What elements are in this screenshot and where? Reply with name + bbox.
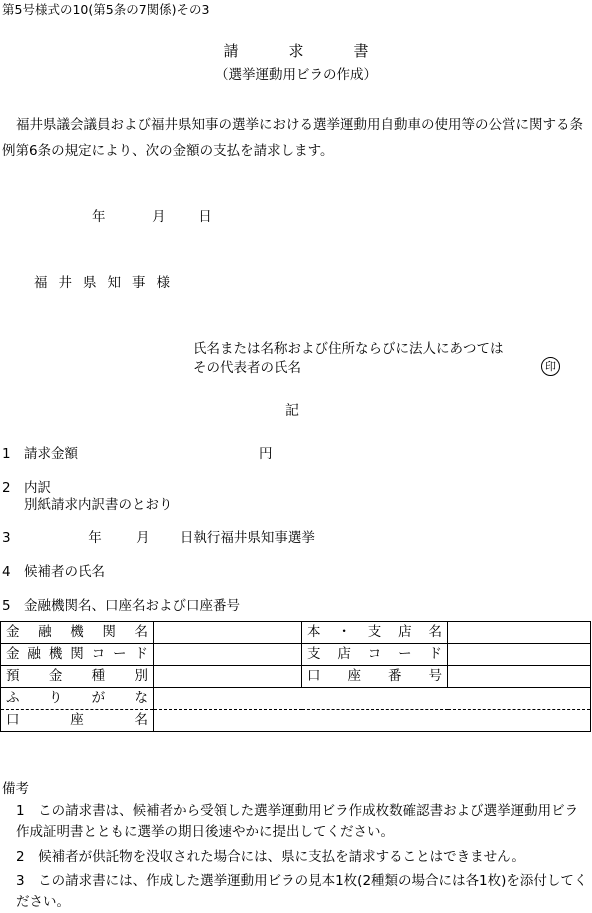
label-char: 名 [428,624,442,641]
label-char: 号 [428,668,442,685]
table-row [1,622,591,644]
seal-mark: 印 [541,357,560,376]
furigana-label [1,688,154,710]
table-row [1,666,591,688]
item-claim-amount [2,446,273,462]
label-char: 関 [70,646,84,663]
breakdown-detail: 別紙請求内訳書のとおり [24,497,173,513]
label-char: 店 [398,624,412,641]
label-char: な [134,690,148,707]
deposit-type-field[interactable] [154,666,302,688]
deposit-type-label [1,666,154,688]
label-char: 支 [367,624,382,641]
item-number: 3 [2,530,11,546]
label-char: 座 [70,712,84,729]
account-name-label [1,710,154,732]
bank-info-table [0,621,591,732]
label-char: コ [367,646,382,663]
label-char: 預 [6,668,20,685]
label-char: 金 [48,668,63,685]
item-number: 1 [2,446,11,462]
document-subtitle: （選挙運動用ビラの作成） [215,67,377,83]
item-bank-info [2,598,240,614]
note-3: 3 この請求書には、作成した選挙運動用ビラの見本1枚(2種類の場合には各1枚)を添付してください。 [16,873,588,910]
label-char: 店 [337,646,351,663]
label-char: コ [91,646,106,663]
election-rest: 日執行福井県知事選挙 [179,530,315,546]
item-election [2,530,315,546]
label-char: 金 [6,646,20,663]
label-char: 機 [48,646,63,663]
label-char: 金 [6,624,20,641]
label-char: 座 [347,668,361,685]
bank-code-label [1,644,154,666]
label-char: ド [134,646,148,663]
branch-code-label [302,644,448,666]
election-month: 月 [136,530,150,546]
label-char: 融 [38,624,52,641]
date-month: 月 [152,209,166,225]
branch-code-field[interactable] [448,644,591,666]
label-char: 機 [70,624,84,641]
ki-heading: 記 [285,403,299,419]
branch-name-field[interactable] [448,622,591,644]
request-paragraph: 福井県議会議員および福井県知事の選挙における選挙運動用自動車の使用等の公営に関する条例第6条の規定により、次の金額の支払を請求します。 [2,117,583,159]
branch-name-label [302,622,448,644]
label-char: り [48,690,63,707]
label-char: 口 [307,668,321,685]
item-label: 金融機関名、口座名および口座番号 [24,598,240,614]
label-char: 別 [134,668,148,685]
item-number: 4 [2,564,11,580]
document-title: 請求書 [223,42,419,60]
label-char: 種 [91,668,106,685]
item-label: 内訳 [24,480,51,496]
addressee: 福井県知事様 [34,275,181,291]
bank-name-label [1,622,154,644]
note-1: 1 この請求書は、候補者から受領した選挙運動用ビラ作成枚数確認書および選挙運動用ビラ作成証明書とともに選挙の期日後速やかに提出してください。 [16,803,579,840]
table-row [1,710,591,732]
table-row [1,688,591,710]
item-number: 5 [2,598,11,614]
account-number-field[interactable] [448,666,591,688]
item-label: 請求金額 [24,446,78,462]
claimant-label-line2: その代表者の氏名 [193,360,301,376]
label-char: 番 [388,668,402,685]
label-char: が [91,690,106,707]
furigana-field[interactable] [154,688,591,710]
label-char: ・ [337,624,351,641]
table-row [1,644,591,666]
label-char: ー [398,646,412,663]
yen-unit: 円 [259,446,273,462]
item-breakdown [2,480,51,496]
bank-name-field[interactable] [154,622,302,644]
bank-code-field[interactable] [154,644,302,666]
label-char: ー [113,646,127,663]
account-number-label [302,666,448,688]
note-2: 2 候補者が供託物を没収された場合には、県に支払を請求することはできません。 [16,849,525,865]
item-label: 候補者の氏名 [24,564,105,580]
item-candidate-name [2,564,105,580]
label-char: 口 [6,712,20,729]
date-year: 年 [92,209,106,225]
election-year: 年 [88,530,102,546]
label-char: ド [428,646,442,663]
label-char: 融 [27,646,41,663]
form-number: 第5号様式の10(第5条の7関係)その3 [2,2,210,17]
account-name-field[interactable] [154,710,591,732]
label-char: 名 [134,712,148,729]
date-line [92,209,212,225]
label-char: 本 [307,624,321,641]
notes-heading: 備考 [2,781,29,797]
label-char: 名 [134,624,148,641]
date-day: 日 [198,209,212,225]
item-number: 2 [2,480,11,496]
label-char: ふ [6,690,20,707]
label-char: 支 [307,646,321,663]
label-char: 関 [102,624,116,641]
claimant-label-line1: 氏名または名称および住所ならびに法人にあつては [193,341,504,357]
